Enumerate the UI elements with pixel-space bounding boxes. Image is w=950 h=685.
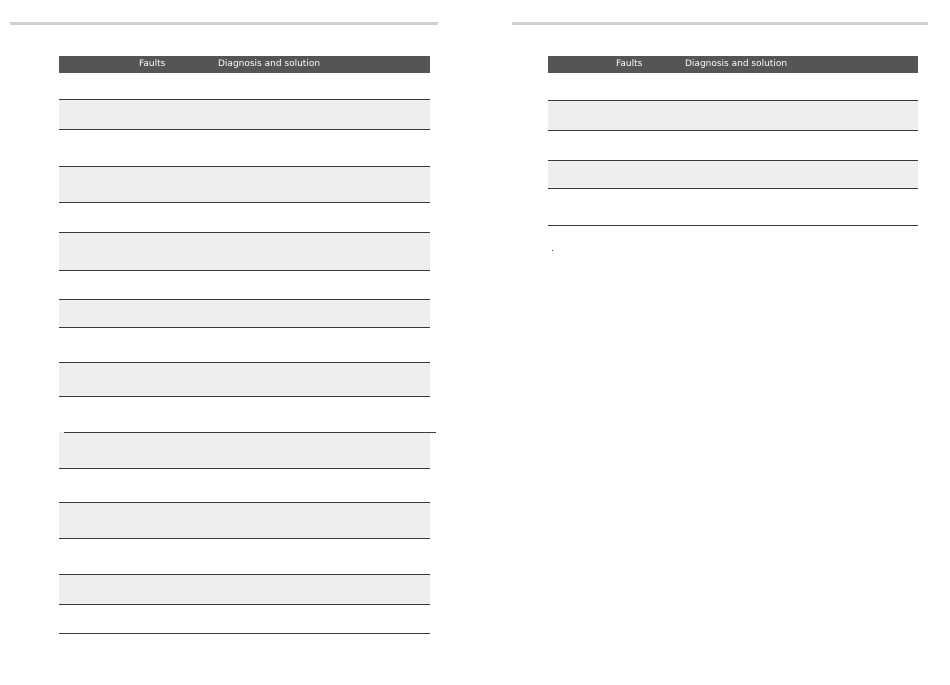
table-row [59,502,430,538]
row-divider [548,160,918,161]
table-row [59,100,430,129]
row-divider [59,166,430,167]
row-divider [548,130,918,131]
header-diagnosis: Diagnosis and solution [685,59,788,69]
table-header [548,56,918,73]
table-row [59,299,430,327]
header-faults: Faults [616,59,643,69]
row-divider [59,538,430,539]
row-divider [59,396,430,397]
stray-mark [552,250,553,251]
row-divider [548,100,918,101]
table-row [548,160,918,188]
row-divider [59,232,430,233]
row-divider [59,468,430,469]
table-row [59,166,430,202]
row-divider [59,502,430,503]
table-row [59,574,430,604]
table-row [59,432,430,468]
row-divider [59,362,430,363]
row-divider [59,327,430,328]
row-divider [59,270,430,271]
row-divider [59,633,430,634]
table-row [59,232,430,270]
row-divider [59,99,430,100]
row-divider [59,129,430,130]
row-divider [59,202,430,203]
row-divider [548,188,918,189]
fault-table-left [59,56,430,636]
table-header [59,56,430,73]
page-top-rule-right [512,22,928,25]
row-divider [64,432,436,433]
header-diagnosis: Diagnosis and solution [218,59,321,69]
table-row [59,362,430,396]
row-divider [59,604,430,605]
page-top-rule-left [10,22,438,25]
row-divider [59,299,430,300]
fault-table-right [548,56,918,228]
row-divider [548,225,918,226]
header-faults: Faults [139,59,166,69]
table-row [548,100,918,130]
row-divider [59,574,430,575]
